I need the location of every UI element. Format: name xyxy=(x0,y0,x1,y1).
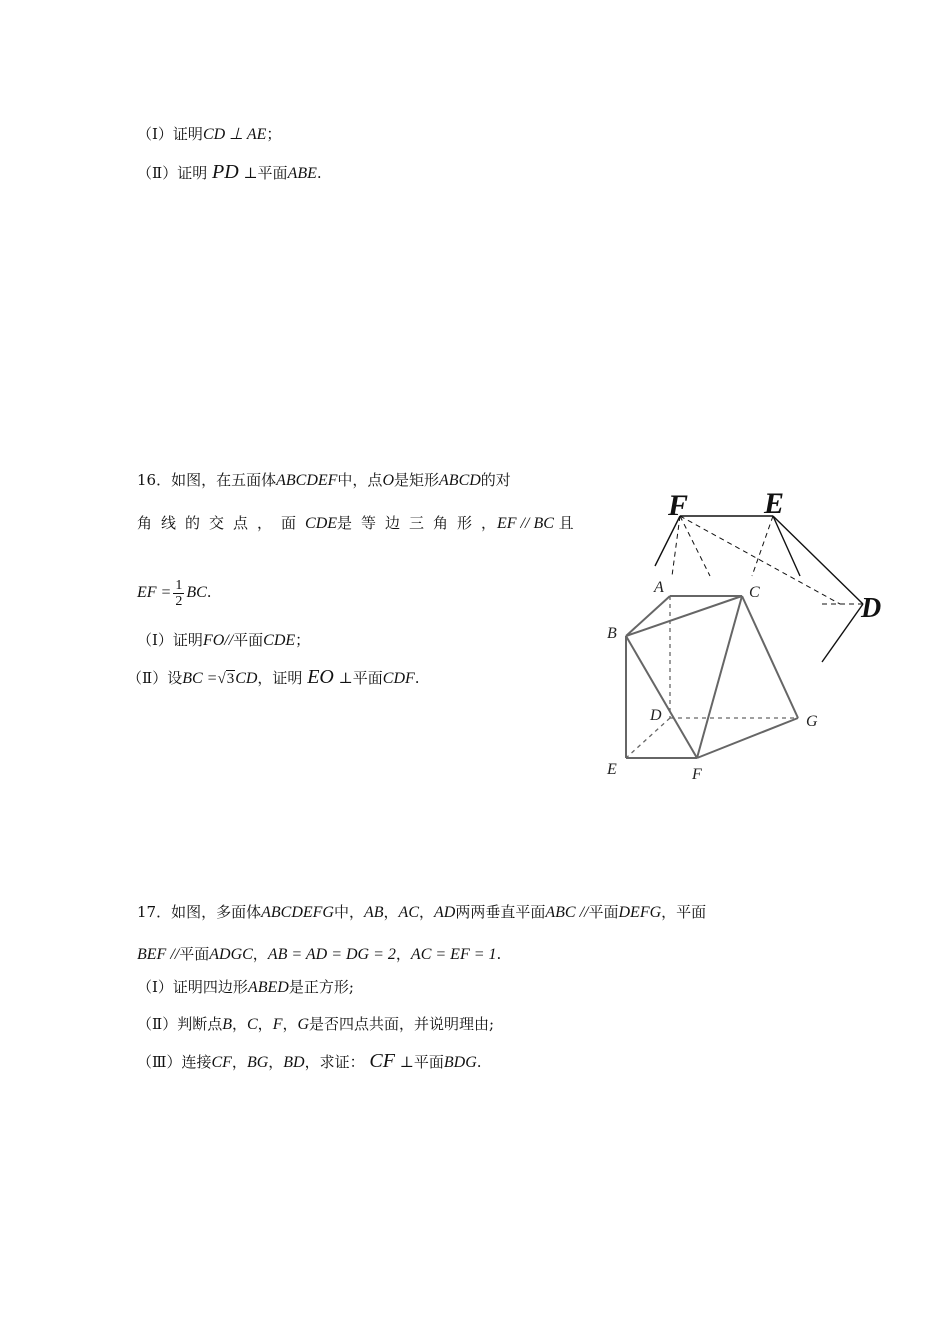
sqrt-argument: 3 xyxy=(226,671,235,687)
q15-part2 xyxy=(137,162,322,184)
q17-text: 平面 xyxy=(179,945,210,963)
q17-text: 平面 xyxy=(588,903,619,921)
q15-part1-label: （Ⅰ）证明 xyxy=(137,125,203,143)
q17-end: . xyxy=(476,1053,482,1071)
q15-part2-perp: ⊥ xyxy=(243,164,258,182)
q17-prefix: 17．如图，多面体 xyxy=(137,903,262,921)
sqrt-symbol: √ xyxy=(217,671,226,687)
q16-end: ； xyxy=(295,631,311,649)
q16-plane: 平面 xyxy=(233,631,264,649)
q17-sep: ， xyxy=(383,903,399,921)
q16-parallel: // xyxy=(224,632,234,649)
q15-part1-end: ； xyxy=(266,125,282,143)
q17-adgc: ADGC xyxy=(209,946,253,963)
q17-bd: BD xyxy=(283,1054,305,1071)
label-e: E xyxy=(607,761,617,778)
q17-perp: ⊥ xyxy=(399,1053,414,1071)
edge-d-down xyxy=(822,604,863,662)
q17-bdg: BDG xyxy=(443,1054,477,1071)
q16-text: 是矩形 xyxy=(394,471,440,489)
q17-defg: DEFG xyxy=(618,904,662,921)
figure2-dashed xyxy=(626,596,798,758)
q16-face-cde: CDE xyxy=(305,515,338,532)
q17-solid-name: ABCDEFG xyxy=(261,904,334,921)
q15-part2-expr: ABE xyxy=(287,165,317,182)
q16-cde: CDE xyxy=(263,632,296,649)
label-f: F xyxy=(692,766,702,783)
q17-point-f: F xyxy=(272,1016,283,1033)
q16-text: 是等边三角形， xyxy=(337,514,506,532)
dash-f-1 xyxy=(672,516,680,576)
q17-bef-parallel: BEF // xyxy=(137,946,180,963)
q16-eo: EO xyxy=(307,666,334,688)
q15-part2-label: （Ⅱ）证明 xyxy=(137,164,208,182)
q15-part1-expr: CD ⊥ AE xyxy=(202,126,267,143)
q17-sep: ， xyxy=(395,945,411,963)
q16-fo: FO xyxy=(202,632,225,649)
q16-line2 xyxy=(137,513,505,534)
q16-line3 xyxy=(137,572,212,612)
edge-c-g xyxy=(742,596,798,718)
dash-f-3 xyxy=(680,516,840,604)
q16-solid-name: ABCDEF xyxy=(276,472,338,489)
edge-e-down xyxy=(773,516,800,576)
q17-end: . xyxy=(496,945,502,963)
q17-ab: AB xyxy=(363,904,384,921)
q16-text: 且 xyxy=(558,514,574,532)
q15-part2-expr-big: PD xyxy=(211,161,239,183)
q15-part1 xyxy=(137,124,281,145)
q17-sep: ， xyxy=(257,1015,273,1033)
q17-text: 两两垂直平面 xyxy=(455,903,546,921)
q17-part1-label: （Ⅰ）证明四边形 xyxy=(137,978,248,996)
label-big-e: E xyxy=(764,487,785,520)
figure2-lines xyxy=(626,596,798,758)
dash-e-1 xyxy=(752,516,773,576)
edge-a-b xyxy=(626,596,670,636)
label-big-f: F xyxy=(668,489,689,522)
q16-prefix: 16．如图，在五面体 xyxy=(137,471,277,489)
q16-line1 xyxy=(137,470,511,491)
q17-part3 xyxy=(137,1051,482,1073)
label-big-d: D xyxy=(861,593,882,624)
q16-part2 xyxy=(127,667,420,689)
q17-text: ，求证： xyxy=(304,1053,365,1071)
q16-text: 角线的交点，面 xyxy=(137,514,306,532)
q17-bg: BG xyxy=(246,1054,269,1071)
q16-part1 xyxy=(137,630,310,651)
fraction-denominator: 2 xyxy=(175,593,183,609)
dash-f-2 xyxy=(680,516,710,576)
q17-sep: ， xyxy=(231,1015,247,1033)
q16-perp: ⊥ xyxy=(338,669,353,687)
q17-ad: AD xyxy=(434,904,456,921)
q16-rect-name: ABCD xyxy=(439,472,481,489)
figure1-lines xyxy=(655,516,863,662)
q16-point-o: O xyxy=(382,472,394,489)
edge-e-d xyxy=(773,516,863,604)
q16-plane: 平面 xyxy=(352,669,383,687)
q17-abc-parallel: ABC // xyxy=(545,904,589,921)
q17-cf: CF xyxy=(211,1054,232,1071)
label-b: B xyxy=(607,625,617,642)
figure1-dashed xyxy=(672,516,863,604)
q17-part2 xyxy=(137,1014,494,1035)
q17-text: ，平面 xyxy=(661,903,707,921)
q17-abed: ABED xyxy=(247,979,289,996)
q17-text: 是正方形; xyxy=(288,978,354,996)
q17-sep: ， xyxy=(268,1053,284,1071)
label-a: A xyxy=(654,579,664,596)
q17-point-c: C xyxy=(247,1016,258,1033)
q16-line2-tail xyxy=(497,513,574,534)
q16-part2-label: （Ⅱ）设 xyxy=(127,669,183,687)
edge-f-g xyxy=(697,718,798,758)
q15-part2-end: . xyxy=(316,164,322,182)
edge-b-f xyxy=(626,636,697,758)
q16-part1-label: （Ⅰ）证明 xyxy=(137,631,203,649)
q16-bc-eq: BC = xyxy=(182,670,218,687)
q16-fraction xyxy=(173,578,184,609)
label-d: D xyxy=(650,707,662,724)
q17-sep: ， xyxy=(282,1015,298,1033)
q16-end: . xyxy=(414,669,420,687)
q17-part2-label: （Ⅱ）判断点 xyxy=(137,1015,223,1033)
q17-text: 是否四点共面，并说明理由; xyxy=(309,1015,495,1033)
q17-point-b: B xyxy=(222,1016,232,1033)
fraction-numerator: 1 xyxy=(175,577,183,593)
q17-sep: ， xyxy=(252,945,268,963)
q17-lengths-1: AC = EF = 1 xyxy=(410,946,497,963)
q17-ac: AC xyxy=(398,904,419,921)
q16-ef-parallel-bc: EF // BC xyxy=(497,515,554,532)
q17-lengths-2: AB = AD = DG = 2 xyxy=(267,946,396,963)
q17-cf-big: CF xyxy=(369,1050,395,1072)
q17-sep: ， xyxy=(231,1053,247,1071)
q16-ef-eq: EF = xyxy=(137,584,172,601)
edge-b-c xyxy=(626,596,742,636)
edge-f-left xyxy=(655,516,680,566)
q17-text: 中， xyxy=(333,903,364,921)
edge-c-f xyxy=(697,596,742,758)
q16-end: . xyxy=(206,583,212,601)
q17-part1 xyxy=(137,977,354,998)
q17-line2 xyxy=(137,944,501,965)
label-g: G xyxy=(806,713,818,730)
q16-cdf: CDF xyxy=(382,670,415,687)
q17-part3-label: （Ⅲ）连接 xyxy=(137,1053,212,1071)
q16-bc: BC xyxy=(186,584,207,601)
label-c: C xyxy=(749,584,760,601)
q17-sep: ， xyxy=(419,903,435,921)
q16-text: 的对 xyxy=(480,471,511,489)
q16-text: ，证明 xyxy=(257,669,303,687)
q15-part2-plane: 平面 xyxy=(257,164,288,182)
q17-point-g: G xyxy=(297,1016,310,1033)
q17-line1 xyxy=(137,902,706,923)
q16-text: 中，点 xyxy=(337,471,383,489)
q16-cd: CD xyxy=(235,670,258,687)
dash-d-e xyxy=(626,718,670,758)
q17-plane: 平面 xyxy=(413,1053,444,1071)
